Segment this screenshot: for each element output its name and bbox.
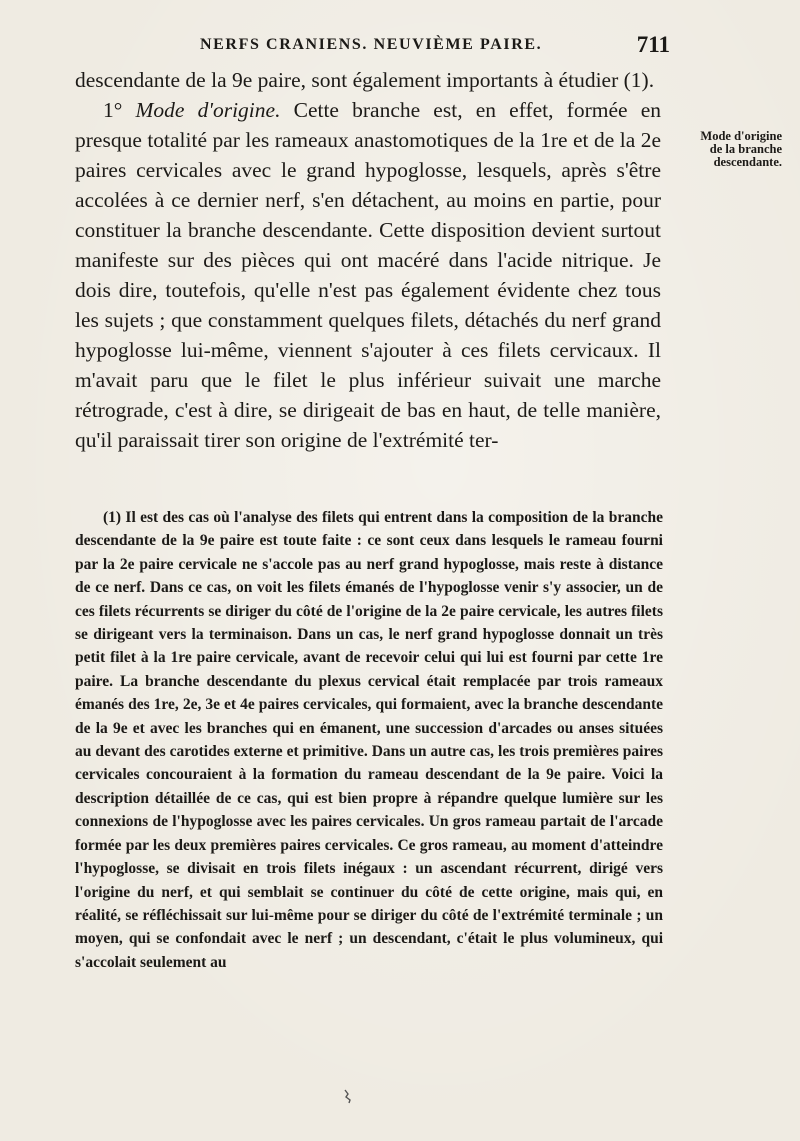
footnote-text: (1) Il est des cas où l'analyse des filets qui entrent dans la composition de la branche descendante de la 9e paire est toute faite : ce sont ceux dans lesquels le rameau fourni par la 2e paire cervicale ne s'accole pas au nerf grand hypoglosse, mais reste à distance de ce nerf. Dans ce cas, on voit les filets émanés de l'hypoglosse venir s'y associer, un de ces filets récurrents se diriger du côté de l'origine de la 2e paire cervicale, les autres filets se dirigeant vers la terminaison. Dans un cas, le nerf grand hypoglosse donnait un très petit filet à la 1re paire cervicale, avant de recevoir celui qui lui est fourni par cette 1re paire. La branche descendante du plexus cervical était remplacée par trois rameaux émanés des 1re, 2e, 3e et 4e paires cervicales, qui formaient, avec la branche descendante de la 9e et avec les branches qui en émanent, une succession d'arcades ou anses situées au devant des carotides externe et primitive. Dans un autre cas, les trois premières paires cervicales concouraient à la formation du rameau descendant de la 9e paire. Voici la description détaillée de ce cas, qui est bien propre à répandre quelque lumière sur les connexions de l'hypoglosse avec les paires cervicales. Un gros rameau partait de l'arcade formée par les deux premières paires cervicales. Ce gros rameau, au moment d'atteindre l'hypoglosse, se divisait en trois filets inégaux : un ascendant récurrent, dirigé vers l'origine du nerf, et qui semblait se continuer du côté de cette origine, mais qui, en réalité, se réfléchissait sur lui-même pour se diriger du côté de l'extrémité terminale ; un moyen, qui se confondait avec le nerf ; un descendant, c'était le plus volumineux, qui s'accolait seulement au xyxy=(75,509,663,971)
margin-note-line: descendante. xyxy=(713,155,782,169)
page-number: 711 xyxy=(636,32,670,57)
paragraph-continuation: descendante de la 9e paire, sont également importants à étudier (1). xyxy=(75,68,655,92)
section-number: 1° xyxy=(103,98,123,122)
ink-smudge xyxy=(342,1088,356,1104)
footnote xyxy=(75,506,663,974)
page-header xyxy=(200,32,670,60)
paragraph-mode-origine xyxy=(75,95,661,455)
margin-note-line: Mode d'origine xyxy=(700,129,782,143)
margin-note xyxy=(664,130,782,169)
margin-note-line: de la branche xyxy=(709,142,782,156)
paragraph-body: Cette branche est, en effet, formée en presque totalité par les rameaux anastomotiques de la 1re et de la 2e paires cervicales avec le grand hypoglosse, lesquels, après s'être accolées à ce dernier nerf, s'en détachent, au moins en partie, pour constituer la branche descendante. Cette disposition devient surtout manifeste sur des pièces qui ont macéré dans l'acide nitrique. Je dois dire, toutefois, qu'elle n'est pas également évidente chez tous les sujets ; que constamment quelques filets, détachés du nerf grand hypoglosse lui-même, viennent s'ajouter à ces filets cervicaux. Il m'avait paru que le filet le plus inférieur suivait une marche rétrograde, c'est à dire, se dirigeait de bas en haut, de telle manière, qu'il paraissait tirer son origine de l'extrémité ter- xyxy=(75,98,661,452)
main-text xyxy=(75,65,661,455)
running-head: NERFS CRANIENS. NEUVIÈME PAIRE. xyxy=(200,36,543,53)
section-heading: Mode d'origine. xyxy=(135,98,281,122)
